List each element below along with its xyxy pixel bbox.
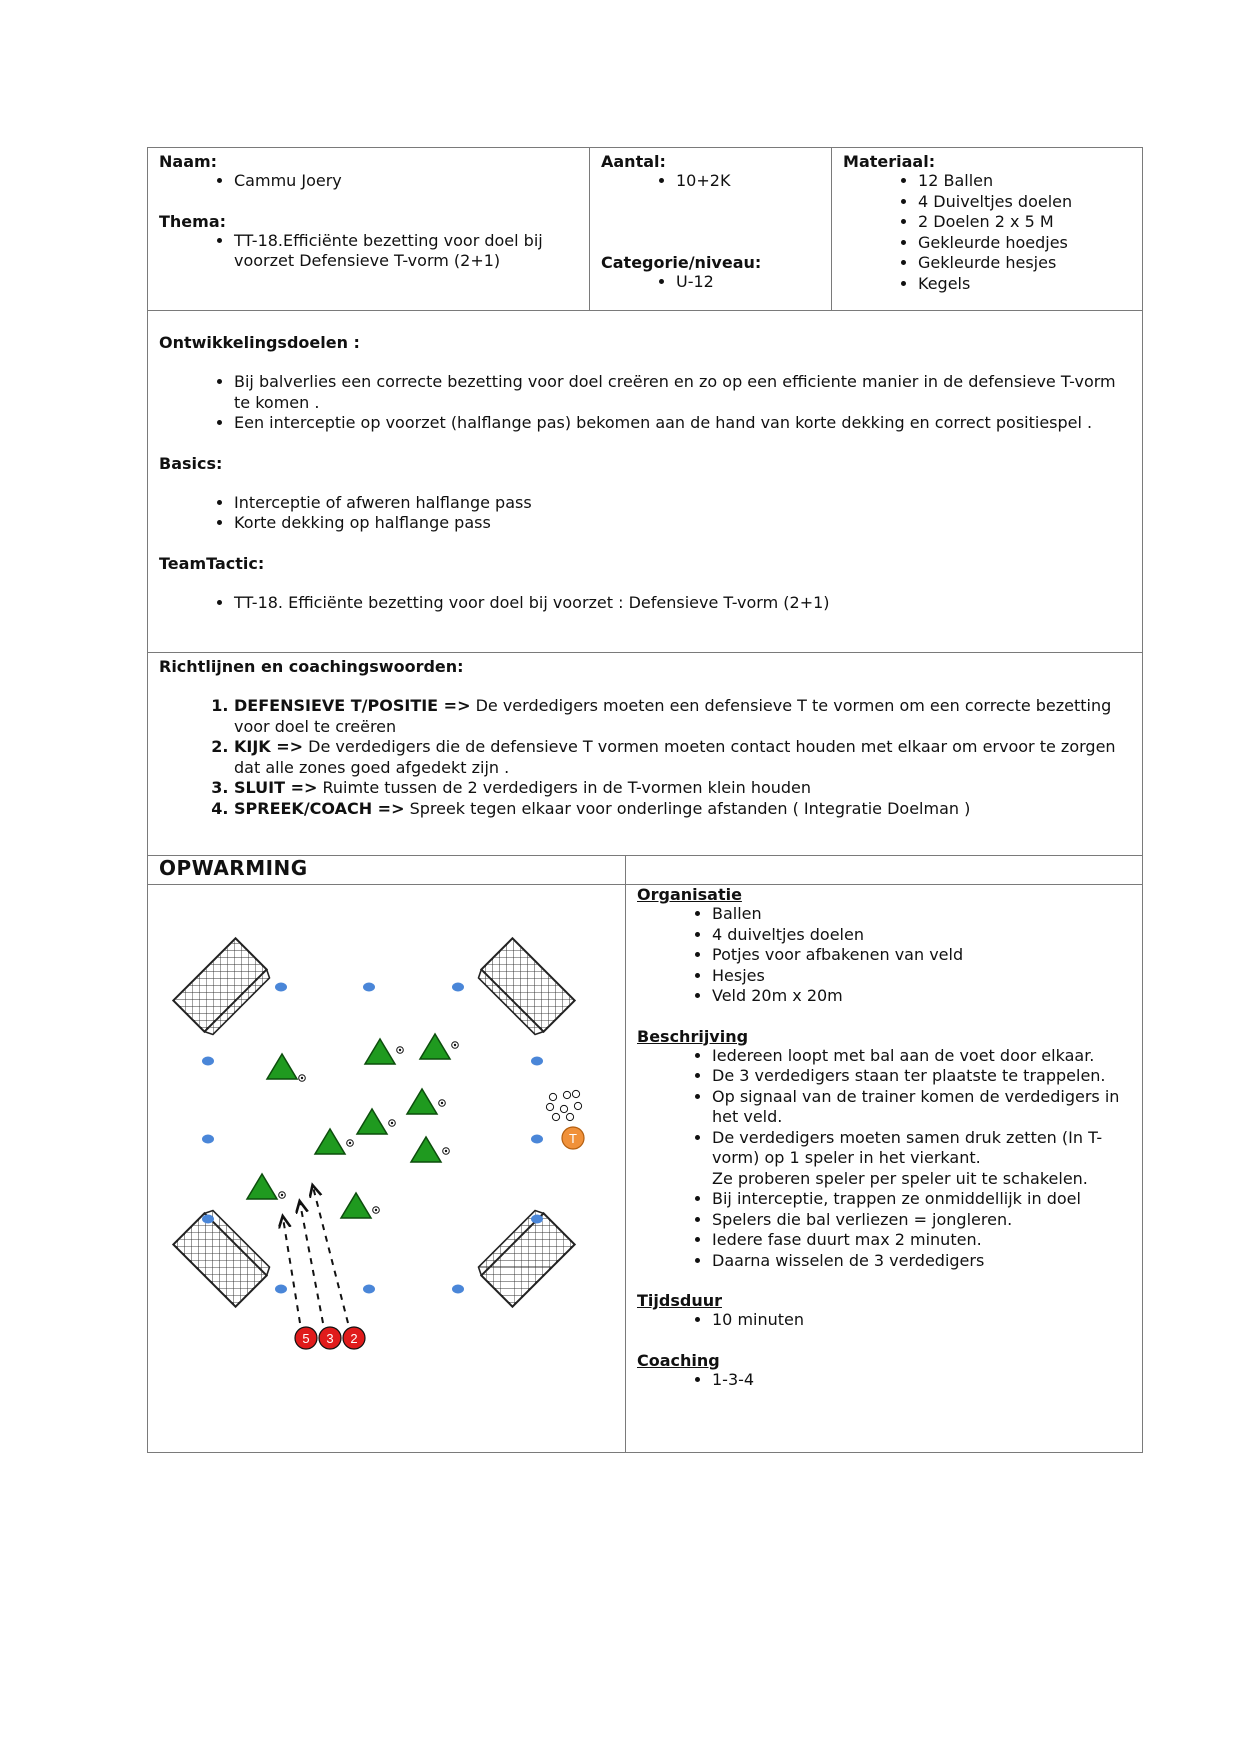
materiaal-item: • Gekleurde hoedjes: [918, 233, 1131, 254]
materiaal-label: Materiaal:: [843, 152, 936, 171]
goal-top-left: [173, 938, 272, 1037]
attacker: [420, 1034, 458, 1059]
warmup-title-empty-cell: [626, 856, 1143, 885]
guideline-text: Ruimte tussen de 2 verdedigers in de T-vormen klein houden: [317, 778, 812, 797]
attacker: [407, 1089, 445, 1114]
guideline-item: [234, 696, 1131, 737]
beschrijving-item: • De verdedigers moeten samen druk zetten (In T-vorm) op 1 speler in het vierkant.: [712, 1128, 1131, 1169]
thema-list: [159, 231, 578, 272]
beschrijving-item: • Iedereen loopt met bal aan de voet door elkaar.: [712, 1046, 1131, 1067]
guideline-text: De verdedigers die de defensieve T vormen moeten contact houden met elkaar om ervoor te zorgen dat alle zones goed afgedekt zijn .: [234, 737, 1116, 777]
aantal-list: [601, 171, 820, 192]
field-cones: [202, 983, 543, 1294]
cone: [452, 983, 464, 992]
basics-label: Basics:: [159, 453, 223, 473]
cone: [202, 1057, 214, 1066]
warmup-title-cell: [148, 856, 626, 885]
attacker: [267, 1054, 305, 1081]
cone: [363, 1285, 375, 1294]
defender-5: [295, 1327, 317, 1349]
beschrijving-label: Beschrijving: [637, 1026, 749, 1046]
cone: [202, 1215, 214, 1224]
cone: [531, 1135, 543, 1144]
categorie-value: • U-12: [676, 272, 820, 293]
warmup-title: OPWARMING: [159, 856, 308, 880]
cone: [531, 1215, 543, 1224]
guideline-key: DEFENSIEVE T/POSITIE =>: [234, 696, 471, 715]
guideline-key: SPREEK/COACH =>: [234, 798, 405, 818]
attacker: [247, 1174, 285, 1199]
attacker: [357, 1109, 395, 1134]
organisatie-item: • Ballen: [712, 904, 1131, 925]
defender-2: [343, 1327, 365, 1349]
beschrijving-item: • Spelers die bal verliezen = jongleren.: [712, 1210, 1131, 1231]
cone: [363, 983, 375, 992]
guideline-text: De verdedigers moeten een defensieve T te vormen om een correcte bezetting voor doel te creëren: [234, 696, 1112, 736]
defender-label: 2: [350, 1331, 358, 1346]
trainer-label: T: [569, 1131, 577, 1146]
tijdsduur-list: [637, 1310, 1131, 1331]
training-table: [147, 147, 1143, 1453]
thema-label: Thema:: [159, 211, 227, 231]
guidelines-label: Richtlijnen en coachingswoorden:: [159, 657, 464, 676]
organisatie-item: • Potjes voor afbakenen van veld: [712, 945, 1131, 966]
basics-item: • Interceptie of afweren halflange pass: [234, 493, 1131, 514]
teamtactic-label: TeamTactic:: [159, 553, 265, 573]
beschrijving-item: • Daarna wisselen de 3 verdedigers: [712, 1251, 1131, 1272]
cone: [531, 1057, 543, 1066]
guideline-key: KIJK =>: [234, 737, 304, 756]
diagram-cell: [148, 885, 626, 1453]
goal-top-right: [476, 938, 575, 1037]
ontwikkeling-label: Ontwikkelingsdoelen :: [159, 333, 360, 352]
coaching-list: [637, 1370, 1131, 1391]
beschrijving-item: • De 3 verdedigers staan ter plaatste te trappelen.: [712, 1066, 1131, 1087]
materiaal-cell: [832, 148, 1143, 311]
warmup-description-cell: [626, 885, 1143, 1453]
categorie-label: Categorie/niveau:: [601, 252, 762, 272]
coaching-item: • 1-3-4: [712, 1370, 1131, 1391]
trainer-marker: [562, 1127, 584, 1149]
defender-3: [319, 1327, 341, 1349]
materiaal-item: • Kegels: [918, 274, 1131, 295]
coaching-label: Coaching: [637, 1350, 720, 1370]
guideline-key: SLUIT =>: [234, 778, 318, 797]
ball-pile: [546, 1090, 581, 1120]
cone: [202, 1135, 214, 1144]
teamtactic-item: • TT-18. Efficiënte bezetting voor doel bij voorzet : Defensieve T-vorm (2+1): [234, 593, 1131, 614]
attacker: [411, 1137, 449, 1162]
tijdsduur-label: Tijdsduur: [637, 1291, 722, 1310]
guidelines-list: [159, 696, 1131, 819]
defender-label: 3: [326, 1331, 334, 1346]
beschrijving-item: • Iedere fase duurt max 2 minuten.: [712, 1230, 1131, 1251]
organisatie-item: • 4 duiveltjes doelen: [712, 925, 1131, 946]
ontwikkeling-item: • Bij balverlies een correcte bezetting voor doel creëren en zo op een efficiente manier in de defensieve T-vorm te komen .: [234, 372, 1131, 413]
basics-list: [159, 493, 1131, 534]
teamtactic-list: [159, 593, 1131, 614]
defenders: [295, 1327, 365, 1349]
attacker: [315, 1129, 353, 1154]
materiaal-item: • 12 Ballen: [918, 171, 1131, 192]
training-sheet: [147, 147, 1142, 1453]
organisatie-list: [637, 904, 1131, 1007]
basics-item: • Korte dekking op halflange pass: [234, 513, 1131, 534]
categorie-list: [601, 272, 820, 293]
materiaal-item: • Gekleurde hesjes: [918, 253, 1131, 274]
organisatie-label: Organisatie: [637, 885, 742, 904]
materiaal-item: • 2 Doelen 2 x 5 M: [918, 212, 1131, 233]
naam-label: Naam:: [159, 152, 218, 171]
organisatie-item: • Veld 20m x 20m: [712, 986, 1131, 1007]
ontwikkeling-item: • Een interceptie op voorzet (halflange pas) bekomen aan de hand van korte dekking en correct positiespel .: [234, 413, 1131, 434]
run-arrows: [283, 1187, 348, 1323]
tijdsduur-item: • 10 minuten: [712, 1310, 1131, 1331]
guideline-item: [234, 737, 1131, 778]
attacker: [341, 1193, 379, 1218]
naam-value: • Cammu Joery: [234, 171, 578, 192]
beschrijving-continuation: Ze proberen speler per speler uit te schakelen.: [712, 1168, 1088, 1188]
attackers: [247, 1034, 458, 1218]
naam-thema-cell: [148, 148, 590, 311]
beschrijving-item: • Bij interceptie, trappen ze onmiddellijk in doel: [712, 1189, 1131, 1210]
ontwikkeling-list: [159, 372, 1131, 434]
aantal-categorie-cell: [590, 148, 832, 311]
guidelines-cell: [148, 653, 1143, 856]
goal-bottom-right: [476, 1208, 575, 1307]
aantal-label: Aantal:: [601, 152, 666, 171]
materiaal-item: • 4 Duiveltjes doelen: [918, 192, 1131, 213]
attacker: [365, 1039, 403, 1064]
organisatie-item: • Hesjes: [712, 966, 1131, 987]
guideline-text: Spreek tegen elkaar voor onderlinge afstanden ( Integratie Doelman ): [404, 798, 971, 818]
cone: [275, 1285, 287, 1294]
guideline-item: [234, 799, 1131, 820]
beschrijving-item: • Op signaal van de trainer komen de verdedigers in het veld.: [712, 1087, 1131, 1128]
cone: [275, 983, 287, 992]
aantal-value: • 10+2K: [676, 171, 820, 192]
beschrijving-list: [637, 1046, 1131, 1272]
goals-cell: [148, 311, 1143, 653]
defender-label: 5: [302, 1331, 310, 1346]
thema-value: • TT-18.Efficiënte bezetting voor doel bij voorzet Defensieve T-vorm (2+1): [234, 231, 578, 272]
goal-bottom-left: [173, 1208, 272, 1307]
cone: [452, 1285, 464, 1294]
naam-list: [159, 171, 578, 192]
materiaal-list: [843, 171, 1131, 294]
warmup-diagram: [148, 885, 625, 1448]
guideline-item: [234, 778, 1131, 799]
